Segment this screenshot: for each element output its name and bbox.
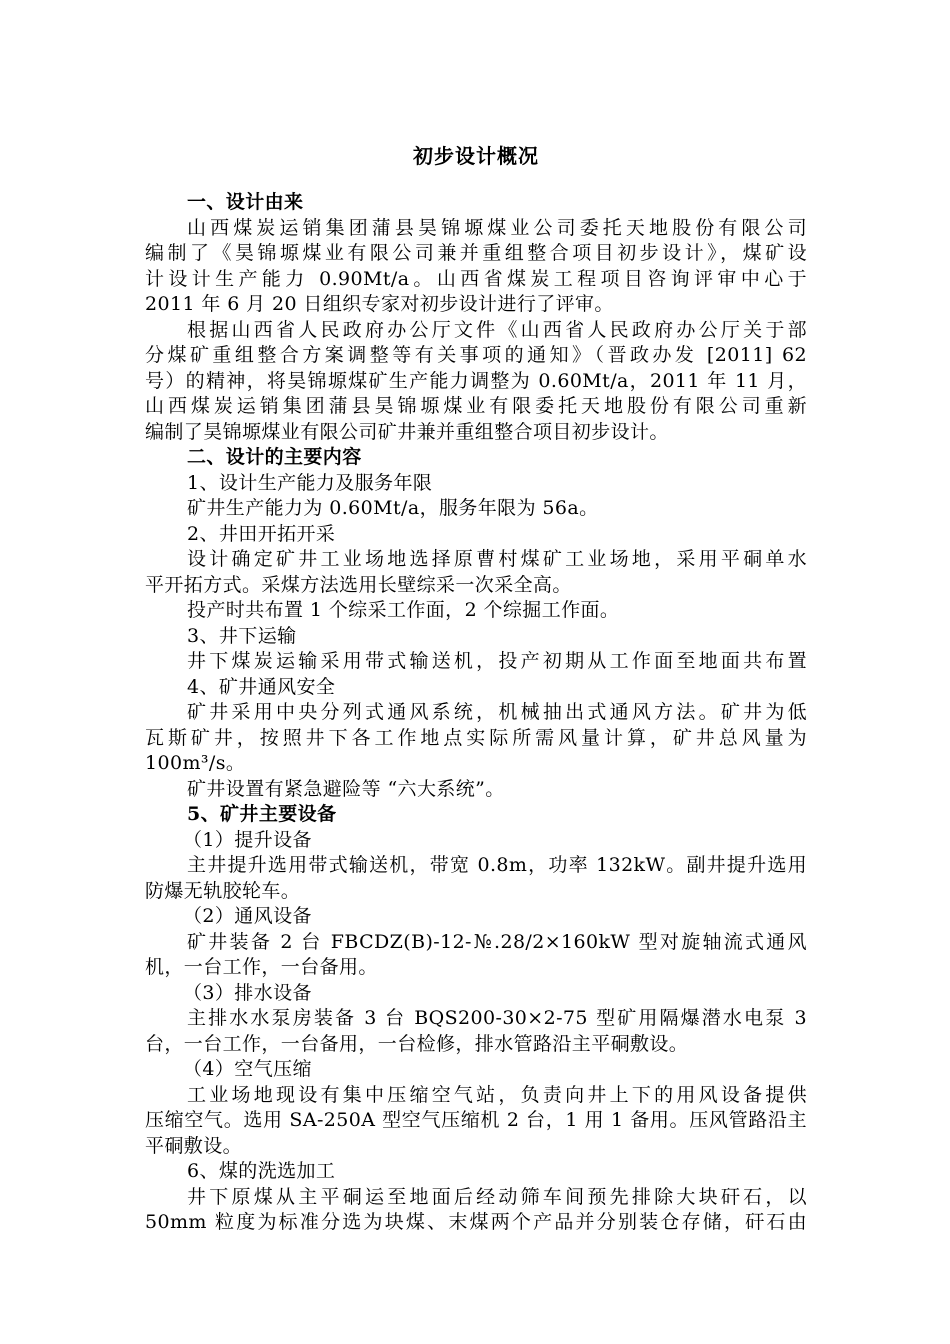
text-line: （2）通风设备 [183,905,312,927]
text-line: 主井提升选用带式输送机，带宽 0.8m，功率 132kW。副井提升选用 [187,854,807,876]
text-line: 二、设计的主要内容 [187,446,362,468]
document-title: 初步设计概况 [413,144,539,168]
text-line: 编制了《昊锦塬煤业有限公司兼并重组整合项目初步设计》，煤矿设 [145,242,807,264]
text-line: 主排水水泵房装备 3 台 BQS200-30×2-75 型矿用隔爆潜水电泵 3 [187,1007,807,1029]
text-line: 山西煤炭运销集团蒲县昊锦塬煤业有限委托天地股份有限公司重新 [145,395,807,417]
text-line: 井下原煤从主平硐运至地面后经动筛车间预先排除大块矸石，以 [187,1185,807,1208]
text-line: 设计确定矿井工业场地选择原曹村煤矿工业场地，采用平硐单水 [187,548,807,570]
text-line: 100m³/s。 [145,752,246,774]
text-line: 瓦斯矿井，按照井下各工作地点实际所需风量计算，矿井总风量为 [145,726,807,749]
text-line: 号）的精神，将昊锦塬煤矿生产能力调整为 0.60Mt/a，2011 年 11 月， [145,369,807,392]
text-line: 台，一台工作，一台备用，一台检修，排水管路沿主平硐敷设。 [145,1032,689,1055]
text-line: 机，一台工作，一台备用。 [145,956,378,978]
text-line: 平硐敷设。 [145,1134,243,1157]
text-line: 编制了昊锦塬煤业有限公司矿井兼并重组整合项目初步设计。 [145,420,669,443]
document-page [145,142,807,1236]
text-line: 2、井田开拓开采 [187,522,336,545]
text-line: （1）提升设备 [183,828,312,851]
document-body [145,190,807,1236]
text-line: （3）排水设备 [183,981,312,1004]
text-line: 根据山西省人民政府办公厅文件《山西省人民政府办公厅关于部 [187,318,807,341]
text-line: 5、矿井主要设备 [187,803,337,825]
text-line: 井下煤炭运输采用带式输送机，投产初期从工作面至地面共布置 [187,650,807,672]
text-line: 压缩空气。选用 SA-250A 型空气压缩机 2 台，1 用 1 备用。压风管路沿主 [145,1109,807,1131]
text-line: 3、井下运输 [187,624,297,647]
text-line: 1、设计生产能力及服务年限 [187,471,433,494]
text-line: 一、设计由来 [187,191,304,213]
text-line: 矿井设置有紧急避险等 “六大系统”。 [187,777,505,800]
text-line: 计设计生产能力 0.90Mt/a。山西省煤炭工程项目咨询评审中心于 [145,267,807,290]
text-line: 工业场地现设有集中压缩空气站，负责向井上下的用风设备提供 [187,1083,807,1106]
text-line: 6、煤的洗选加工 [187,1160,336,1182]
text-line: 2011 年 6 月 20 日组织专家对初步设计进行了评审。 [145,293,614,315]
text-line: 投产时共布置 1 个综采工作面，2 个综掘工作面。 [187,599,620,621]
text-line: （4）空气压缩 [183,1058,312,1080]
text-line: 分煤矿重组整合方案调整等有关事项的通知》（晋政办发 [2011] 62 [145,344,807,366]
text-line: 矿井装备 2 台 FBCDZ(B)-12-№.28/2×160kW 型对旋轴流式通风 [187,930,807,953]
text-line: 4、矿井通风安全 [187,675,336,698]
text-line: 平开拓方式。采煤方法选用长壁综采一次采全高。 [145,573,572,596]
text-line: 矿井生产能力为 0.60Mt/a，服务年限为 56a。 [187,497,599,519]
text-line: 矿井采用中央分列式通风系统，机械抽出式通风方法。矿井为低 [187,701,807,723]
text-line: 山西煤炭运销集团蒲县昊锦塬煤业公司委托天地股份有限公司 [187,216,807,239]
text-line: 50mm 粒度为标准分选为块煤、末煤两个产品并分别装仓存储，矸石由 [145,1211,807,1233]
text-line: 防爆无轨胶轮车。 [145,879,301,902]
